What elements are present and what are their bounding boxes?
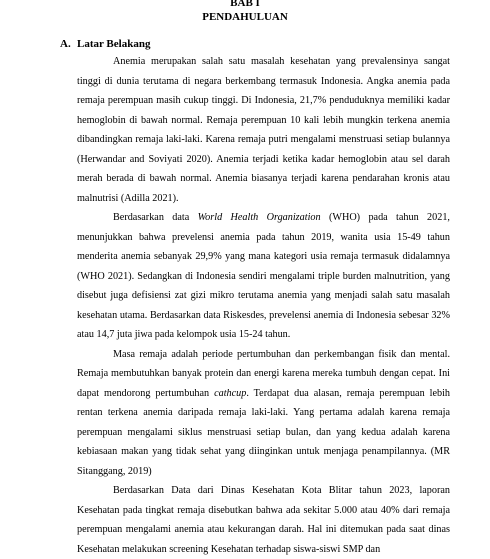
paragraph-2-italic: World Health Organization: [197, 212, 321, 223]
chapter-title: PENDAHULUAN: [202, 11, 288, 23]
section-title: Latar Belakang: [77, 38, 151, 50]
paragraph-3-italic: cathcup: [214, 387, 247, 399]
paragraph-3: [77, 345, 450, 482]
paragraph-4: Berdasarkan Data dari Dinas Kesehatan Kota Blitar tahun 2023, laporan Kesehatan pada tingkat remaja disebutkan bahwa ada sekitar 5.000 atau 40% dari remaja perempuan mengalami anemia atau kekurangan darah. Hal ini ditemukan pada saat dinas Kesehatan melakukan screening Kesehatan terhadap siswa-siswi SMP dan: [77, 485, 450, 555]
paragraph-3-start: Masa remaja adalah periode pertumbuhan dan perkembangan fisik dan mental. Remaja membutuhkan banyak protein dan energi karena mereka tumbuh dengan cepat. Ini dapat mendorong pertumbuhan: [77, 348, 450, 399]
paragraph-1: Anemia merupakan salah satu masalah kesehatan yang prevalensinya sangat tinggi di dunia terutama di negara berkembang termasuk Indonesia. Angka anemia pada remaja perempuan masih cukup tinggi. Di Indonesia, 21,7% penduduknya memiliki kadar hemoglobin di bawah normal. Remaja perempuan 10 kali lebih mungkin terkena anemia dibandingkan remaja laki-laki. Karena remaja putri mengalami menstruasi setiap bulannya (Herwandar and Soviyati 2020). Anemia terjadi ketika kadar hemoglobin atau sel darah merah berada di bawah normal. Anemia biasanya terjadi karena pendarahan kronis atau malnutrisi (Adilla 2021).: [77, 56, 450, 204]
paragraph-3-end: . Terdapat dua alasan, remaja perempuan lebih rentan terkena anemia daripada remaja laki-laki. Yang pertama adalah karena remaja perempuan mengalami siklus menstruasi setiap bulan, dan yang kedua adalah karena kebiasaan makan yang tidak sehat yang diinginkan untuk menjaga penampilannya. (MR Sitanggang, 2019): [77, 387, 450, 477]
paragraph-2-end: (WHO) pada tahun 2021, menunjukkan bahwa prevelensi anemia pada tahun 2019, wanita usia 15-49 tahun menderita anemia sebanyak 29,9% yang mana kategori usia remaja termasuk didalamnya (WHO 2021). Sedangkan di Indonesia sendiri mengalami triple burden malnutrition, yang disebut juga defisiensi zat gizi mikro terutama anemia yang menjadi salah satu masalah kesehatan utama. Berdasarkan data Riskesdes, prevelensi anemia di Indonesia sebesar 32% atau 14,7 juta jiwa pada kelompok usia 15-24 tahun.: [77, 212, 450, 340]
paragraph-2: [77, 208, 450, 345]
section-heading: [60, 38, 150, 51]
body-text: [77, 52, 450, 559]
chapter-number: BAB I: [230, 0, 260, 9]
section-letter: A.: [60, 38, 71, 50]
paragraph-2-start: Berdasarkan data: [113, 212, 198, 223]
